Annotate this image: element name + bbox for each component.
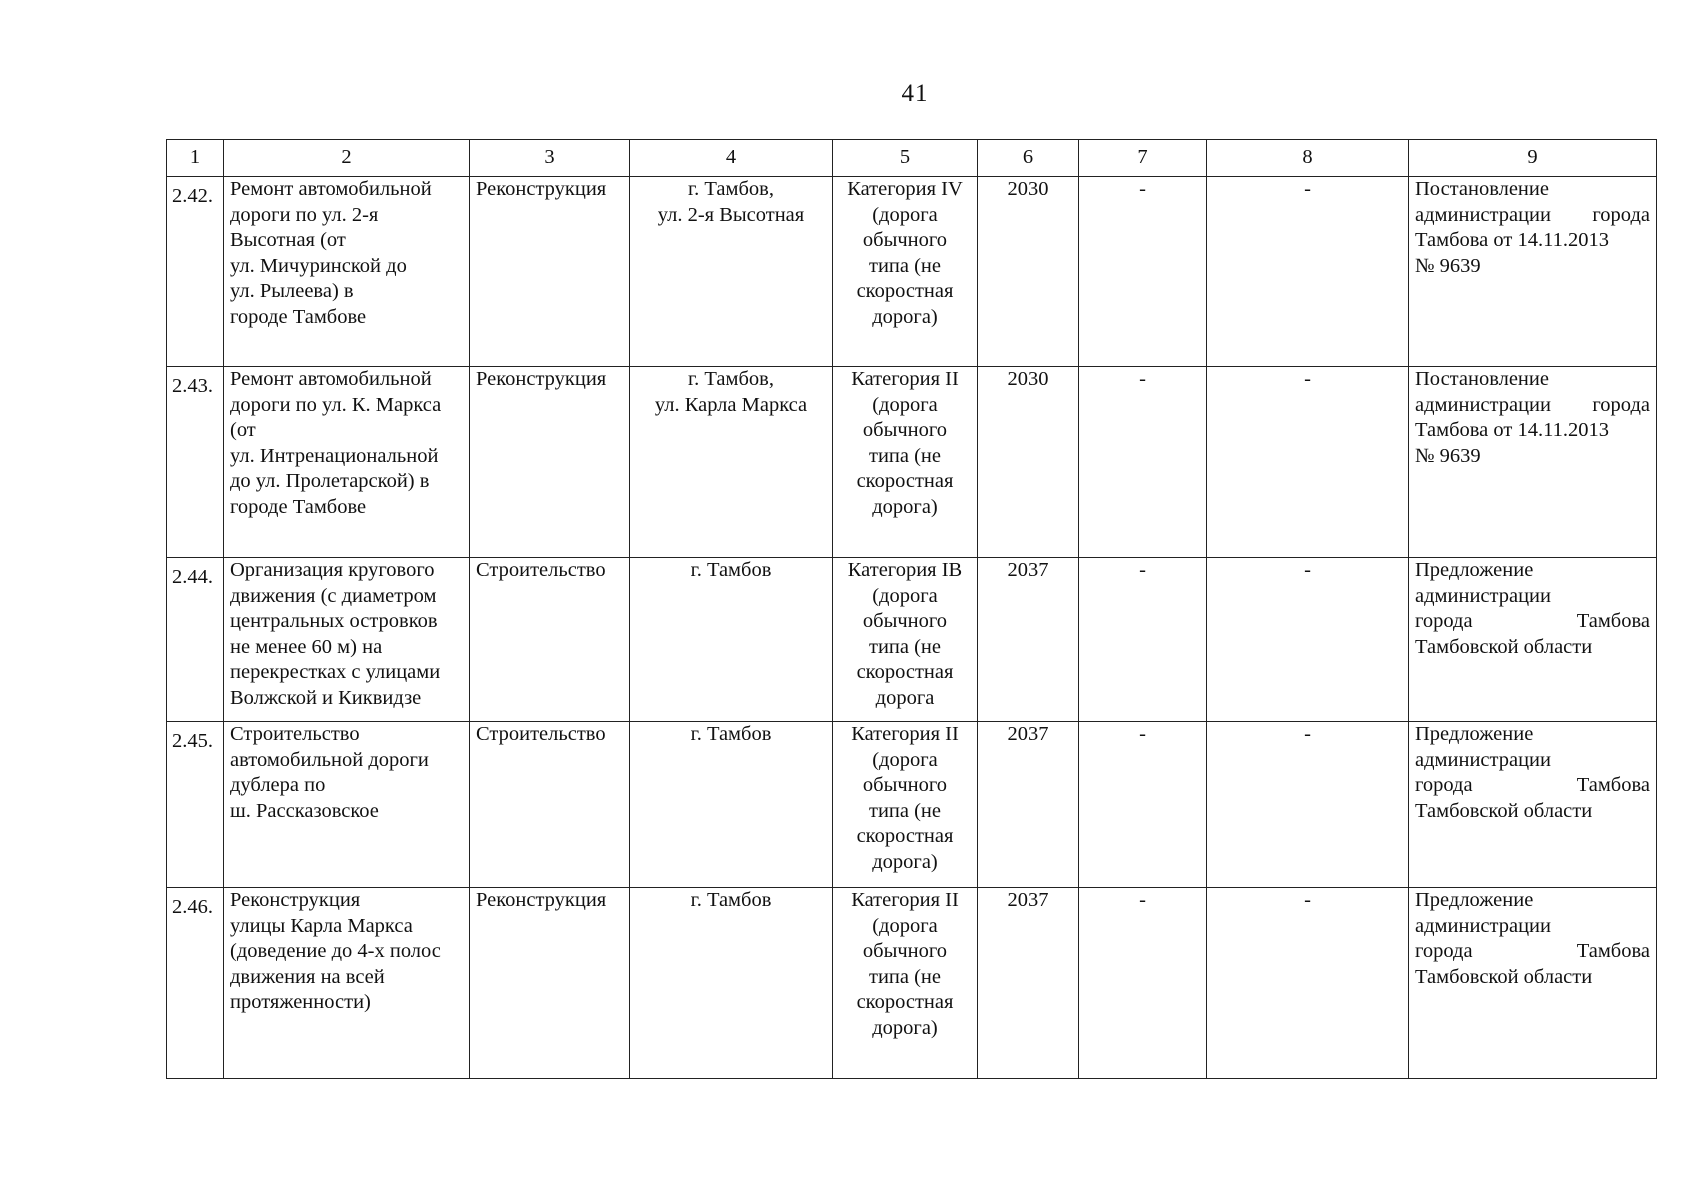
basis-document-line: № 9639: [1415, 254, 1481, 277]
category-line: обычного: [862, 229, 948, 251]
location-cell: [630, 177, 833, 367]
col8-value: -: [1207, 367, 1409, 558]
basis-document-line: администрации: [1415, 914, 1551, 937]
table-row: [167, 558, 1657, 722]
category-line: (дорога: [872, 914, 938, 937]
category-line: типа (не: [868, 444, 942, 467]
basis-document-cell: [1409, 177, 1657, 367]
col7-value: -: [1079, 367, 1207, 558]
location-cell: [630, 558, 833, 722]
col8-value: -: [1207, 177, 1409, 367]
category-line: типа (не: [868, 799, 942, 822]
row-number: 2.42.: [167, 177, 224, 367]
basis-document-line: [1415, 203, 1650, 229]
category-line: типа (не: [868, 965, 942, 988]
basis-document-cell: [1409, 722, 1657, 888]
basis-word: Тамбова: [1576, 940, 1650, 962]
location-line: ул. Карла Маркса: [654, 393, 808, 416]
work-type: Строительство: [470, 558, 630, 722]
basis-document-line: Тамбова от 14.11.2013: [1415, 419, 1609, 441]
work-type: Реконструкция: [470, 177, 630, 367]
location-line: ул. 2-я Высотная: [657, 203, 805, 226]
basis-document-line: Постановление: [1415, 178, 1549, 200]
basis-document-line: администрации: [1415, 584, 1551, 607]
category-cell: [833, 367, 978, 558]
location-line: г. Тамбов: [690, 723, 772, 745]
row-number: 2.44.: [167, 558, 224, 722]
basis-document-line: Тамбовской области: [1415, 635, 1593, 658]
basis-document-line: [1415, 773, 1650, 799]
work-type: Строительство: [470, 722, 630, 888]
header-col-2: 2: [224, 140, 470, 177]
header-col-1: 1: [167, 140, 224, 177]
project-name-line: Строительство: [230, 723, 360, 745]
basis-document-cell: [1409, 888, 1657, 1079]
header-col-8: 8: [1207, 140, 1409, 177]
project-name-cell: [224, 722, 470, 888]
page-number: 41: [901, 80, 929, 107]
project-name-line: дороги по ул. К. Маркса: [230, 393, 442, 416]
project-name-line: улицы Карла Маркса: [230, 914, 413, 937]
header-col-4: 4: [630, 140, 833, 177]
project-name-line: (от: [230, 419, 256, 441]
project-name-cell: [224, 177, 470, 367]
location-cell: [630, 888, 833, 1079]
work-type: Реконструкция: [470, 367, 630, 558]
category-line: обычного: [862, 419, 948, 441]
col8-value: -: [1207, 888, 1409, 1079]
basis-document-line: [1415, 609, 1650, 635]
table-row: [167, 367, 1657, 558]
basis-word: города: [1592, 393, 1650, 416]
project-name-line: протяженности): [230, 991, 371, 1013]
category-line: дорога): [872, 850, 938, 873]
table-header-row: [167, 140, 1657, 177]
basis-document-line: Тамбовской области: [1415, 799, 1593, 822]
project-name-cell: [224, 558, 470, 722]
basis-word: администрации: [1415, 393, 1551, 416]
basis-word: Тамбова: [1576, 610, 1650, 632]
header-col-7: 7: [1079, 140, 1207, 177]
work-type: Реконструкция: [470, 888, 630, 1079]
category-line: дорога: [875, 686, 935, 709]
category-line: дорога): [872, 305, 938, 328]
project-name-line: дороги по ул. 2-я: [230, 203, 379, 226]
project-name-line: Волжской и Киквидзе: [230, 686, 422, 709]
basis-word: администрации: [1415, 203, 1551, 226]
header-col-6: 6: [978, 140, 1079, 177]
category-line: обычного: [862, 610, 948, 632]
category-cell: [833, 722, 978, 888]
basis-document-line: Тамбовской области: [1415, 965, 1593, 988]
category-line: (дорога: [872, 748, 938, 771]
project-name-line: перекрестках с улицами: [230, 661, 441, 683]
col7-value: -: [1079, 722, 1207, 888]
project-name-cell: [224, 367, 470, 558]
table-row: [167, 177, 1657, 367]
header-col-3: 3: [470, 140, 630, 177]
project-name-line: движения (с диаметром: [230, 584, 437, 607]
year: 2030: [978, 367, 1079, 558]
category-cell: [833, 888, 978, 1079]
project-name-cell: [224, 888, 470, 1079]
category-line: обычного: [862, 774, 948, 796]
category-line: типа (не: [868, 635, 942, 658]
category-line: скоростная: [856, 661, 954, 683]
basis-document-line: Постановление: [1415, 368, 1549, 390]
category-line: Категория II: [851, 723, 959, 745]
basis-document-line: Тамбова от 14.11.2013: [1415, 229, 1609, 251]
project-name-line: Ремонт автомобильной: [230, 178, 432, 200]
row-number: 2.46.: [167, 888, 224, 1079]
basis-document-line: Предложение: [1415, 889, 1534, 911]
projects-table: [166, 139, 1657, 1079]
year: 2030: [978, 177, 1079, 367]
location-line: г. Тамбов: [690, 559, 772, 581]
category-line: дорога): [872, 1016, 938, 1039]
category-cell: [833, 558, 978, 722]
basis-document-line: Предложение: [1415, 559, 1534, 581]
basis-word: города: [1415, 940, 1473, 962]
category-line: Категория II: [851, 889, 959, 911]
location-line: г. Тамбов,: [688, 178, 774, 200]
location-line: г. Тамбов,: [688, 368, 774, 390]
year: 2037: [978, 722, 1079, 888]
row-number: 2.43.: [167, 367, 224, 558]
location-cell: [630, 722, 833, 888]
project-name-line: Реконструкция: [230, 889, 361, 911]
basis-word: города: [1592, 203, 1650, 226]
project-name-line: дублера по: [230, 774, 326, 796]
header-col-5: 5: [833, 140, 978, 177]
category-line: Категория II: [851, 368, 959, 390]
col8-value: -: [1207, 722, 1409, 888]
category-line: скоростная: [856, 825, 954, 847]
basis-document-cell: [1409, 367, 1657, 558]
project-name-line: Организация кругового: [230, 559, 435, 581]
project-name-line: ул. Рылеева) в: [230, 280, 354, 302]
location-line: г. Тамбов: [690, 889, 772, 911]
year: 2037: [978, 888, 1079, 1079]
basis-word: города: [1415, 774, 1473, 796]
col8-value: -: [1207, 558, 1409, 722]
category-line: скоростная: [856, 991, 954, 1013]
category-line: скоростная: [856, 280, 954, 302]
project-name-line: автомобильной дороги: [230, 748, 429, 771]
header-col-9: 9: [1409, 140, 1657, 177]
project-name-line: движения на всей: [230, 965, 385, 988]
category-line: (дорога: [872, 393, 938, 416]
col7-value: -: [1079, 177, 1207, 367]
project-name-line: до ул. Пролетарской) в: [230, 470, 430, 492]
basis-document-line: [1415, 393, 1650, 419]
project-name-line: ул. Мичуринской до: [230, 254, 407, 277]
category-line: типа (не: [868, 254, 942, 277]
basis-word: Тамбова: [1576, 774, 1650, 796]
category-line: (дорога: [872, 584, 938, 607]
project-name-line: ш. Рассказовское: [230, 799, 379, 822]
table-row: [167, 722, 1657, 888]
project-name-line: центральных островков: [230, 610, 438, 632]
category-line: дорога): [872, 495, 938, 518]
project-name-line: (доведение до 4-х полос: [230, 940, 441, 962]
basis-document-line: [1415, 939, 1650, 965]
basis-document-line: администрации: [1415, 748, 1551, 771]
project-name-line: городе Тамбове: [230, 305, 367, 328]
project-name-line: Высотная (от: [230, 229, 346, 251]
basis-document-line: Предложение: [1415, 723, 1534, 745]
project-name-line: ул. Интренациональной: [230, 444, 439, 467]
table-row: [167, 888, 1657, 1079]
project-name-line: Ремонт автомобильной: [230, 368, 432, 390]
category-cell: [833, 177, 978, 367]
basis-document-cell: [1409, 558, 1657, 722]
col7-value: -: [1079, 558, 1207, 722]
year: 2037: [978, 558, 1079, 722]
row-number: 2.45.: [167, 722, 224, 888]
location-cell: [630, 367, 833, 558]
category-line: скоростная: [856, 470, 954, 492]
category-line: (дорога: [872, 203, 938, 226]
basis-document-line: № 9639: [1415, 444, 1481, 467]
project-name-line: не менее 60 м) на: [230, 635, 383, 658]
category-line: Категория IV: [847, 178, 963, 200]
basis-word: города: [1415, 610, 1473, 632]
category-line: обычного: [862, 940, 948, 962]
category-line: Категория IB: [847, 559, 963, 581]
col7-value: -: [1079, 888, 1207, 1079]
project-name-line: городе Тамбове: [230, 495, 367, 518]
